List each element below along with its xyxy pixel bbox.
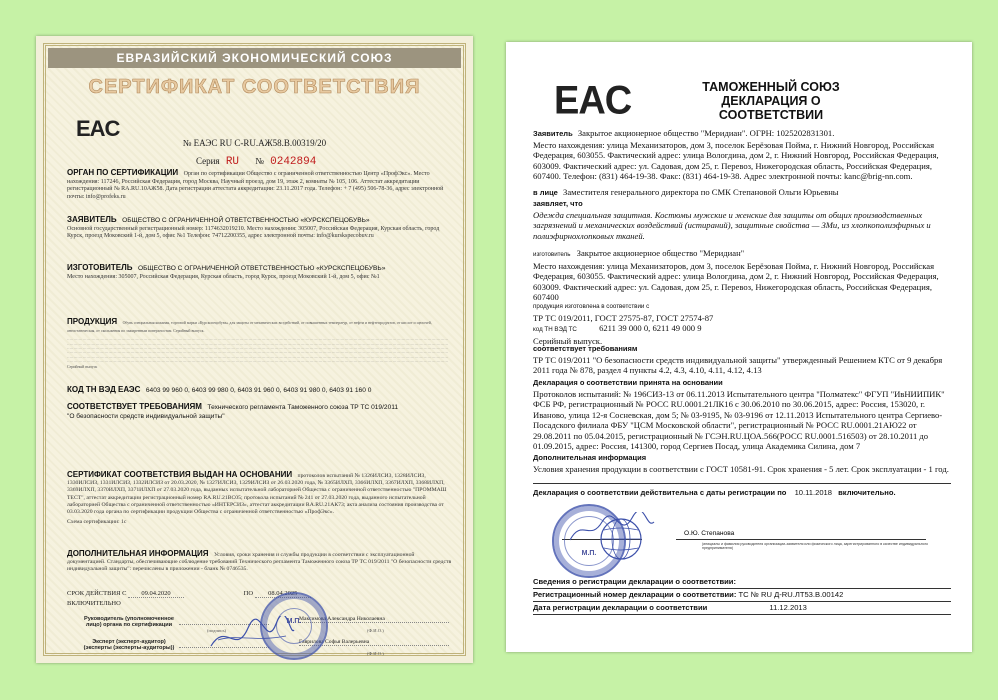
decl-signature-scribble (566, 512, 656, 548)
decl-basis-text: Протоколов испытаний: № 196СИЗ-13 от 06.11.2013 Испытательного центра "Полматекс" ФГУП "ИвНИИПИК" ФСБ РФ, регистрационный № РОСС RU.0001.21ЛК16 с 30.06.2010 по 30.06.2015, адрес: Россия, 153020, г. Иваново, улица 12-я Сосневская, дом 5; № 03-9195, № 03-9196 от 12.11.2013 Испытательного центра Сергиево-Посадского филиала ФБУ "ЦСМ Московской области", регистрационный № РОСС RU.0001.21АЮ22 от 29.08.2011 по 05.04.2015, регистрационный № ГСЭН.RU.ЦОА.566(РОСС RU.0001.516503) от 28.10.2011 до 01.09.2015, адрес: Россия, 141300, город Сергиев Посад, улица Академика Силина, дом 7 (533, 388, 945, 451)
declaration-title-line-1: ТАМОЖЕННЫЙ СОЮЗ (702, 80, 840, 94)
expert-label: Эксперт (эксперт-аудитор) (эксперты (эксперты-аудиторы)) (83, 639, 175, 651)
organ-text: Орган по сертификации Общество с ограниченной ответственностью Центр «ПрофЭкс». Место нахождения: 117246, Российская Федерация, город Москва, Научный проезд, дом 19, этаж 2, комнаты № 105, 106. Аттестат аккредитации регистрационный № RA.RU.10АЖ58. Дата регистрации аттестата аккредитации: 23.11.2017 года. Телефон: + 7 (495) 506-78-36, адрес электронной почты: info@profeks.ru (67, 171, 444, 200)
series-line (196, 156, 316, 168)
expert-name: Гаврилова Софья Валерьевна (299, 639, 449, 646)
scheme: Схема сертификации: 1с (67, 519, 127, 526)
decl-divider-3 (533, 601, 951, 602)
applicant-text: Основной государственный регистрационный номер: 1174632019210. Место нахождения: 305007, Российская Федерация, Курская область, город Курск, проезд Моковский 1-й, дом 5, офис №1 Телефон: 74712200355, адрес электронной почты: info@kurskspecobuv.ru (67, 225, 440, 240)
decl-applicant-label: Заявитель (533, 129, 573, 138)
validity-row (67, 590, 457, 607)
decl-produced-label: продукция изготовлена в соответствии с (533, 303, 650, 310)
decl-tnved-label: код ТН ВЭД ТС (533, 326, 577, 333)
batch-caption: Серийный выпуск (67, 364, 98, 369)
decl-valid-suffix: включительно. (838, 488, 896, 497)
decl-divider-1 (533, 483, 951, 484)
declaration-document (506, 42, 972, 652)
decl-declares-section (533, 199, 951, 241)
decl-reg-date-label: Дата регистрации декларации о соответствии (533, 603, 708, 612)
decl-validity-row (533, 488, 951, 499)
decl-signer-caption: (инициалы и фамилия руководителя организации-заявителя или физического лица, зарегистрированного в качестве индивидуального предпринимателя) (702, 542, 928, 551)
decl-addinfo-label: Дополнительная информация (533, 453, 647, 462)
validity-to-label: ПО (243, 590, 254, 597)
basis-label: СЕРТИФИКАТ СООТВЕТСТВИЯ ВЫДАН НА ОСНОВАНИИ (67, 470, 293, 479)
validity-to: 08.04.2025 (255, 590, 311, 598)
tnved-section (67, 386, 453, 396)
union-banner: ЕВРАЗИЙСКИЙ ЭКОНОМИЧЕСКИЙ СОЮЗ (48, 48, 461, 68)
decl-reg-date-row (533, 603, 951, 614)
decl-addinfo-text: Условия хранения продукции в соответствии с ГОСТ 10581-91. Срок хранения - 5 лет. Срок эксплуатации - 1 год. (533, 463, 949, 474)
certificate-stamp-mp: М.П. (286, 618, 302, 625)
requirements-section (67, 403, 453, 421)
series-label: Серия (196, 156, 220, 166)
requirements-label: СООТВЕТСТВУЕТ ТРЕБОВАНИЯМ (67, 402, 202, 411)
expert-fio-caption: (Ф.И.О.) (367, 651, 384, 656)
validity-from: 09.04.2020 (128, 590, 184, 598)
decl-reg-info-label: Сведения о регистрации декларации о соответствии: (533, 577, 736, 586)
organ-label: ОРГАН ПО СЕРТИФИКАЦИИ (67, 168, 179, 177)
tnved-label: КОД ТН ВЭД ЕАЭС (67, 385, 141, 394)
certificate-signature-scribble (206, 616, 296, 656)
decl-addinfo-section (533, 453, 951, 474)
manufacturer-text: Место нахождения: 305007, Российская Федерация, Курская область, город Курск, проезд Моковский 1-й, дом 5, офис №1 (67, 273, 380, 280)
certificate-number: № ЕАЭС RU C-RU.АЖ58.В.00319/20 (182, 138, 327, 148)
basis-section (67, 471, 453, 526)
decl-basis-section (533, 378, 951, 452)
applicant-section (67, 216, 453, 241)
decl-divider-2 (533, 588, 951, 589)
series-code: RU (225, 156, 240, 168)
declaration-title-line-3: СООТВЕТСТВИИ (718, 108, 824, 122)
basis-text: протоколов испытаний № 1326ИЛСИЗ, 1328ИЛСИЗ, 1330ИЛСИЗ, 1331ИЛСИЗ, 1332ИЛСИЗ от 20.03.2020, № 1327ИЛСИЗ, 1329ИЛСИЗ от 26.03.2020 года, № 3365ИЛХП, 3366ИЛХП, 3367ИЛХП, 3368ИЛХП, 3369ИЛХП, 3370ИЛХП, 3371ИЛХП от 27.03.2020 года, выданных испытательной лабораторией Общества с ограниченной ответственностью "ПРОММАШ ТЕСТ", аттестат аккредитации регистрационный номер RA.RU.21ВС05; протокола испытаний № 241 от 27.03.2020 года, выданного испытательной лабораторией Общества с ограниченной ответственностью «ИНТЕРСИЗ», аттестат аккредитации RA.RU.21АК73; акта анализа состояния производства от 03.03.2020 года органа по сертификации продукции Общества с ограниченной ответственностью «ПрофЭкс». (67, 473, 447, 516)
manufacturer-label: ИЗГОТОВИТЕЛЬ (67, 263, 133, 272)
declaration-eac-logo: EAC (554, 78, 632, 124)
certificate-title: СЕРТИФИКАТ СООТВЕТСТВИЯ (88, 76, 421, 98)
head-fio-caption: (Ф.И.О.) (367, 628, 384, 633)
decl-reg-date: 11.12.2013 (769, 603, 807, 612)
decl-person-text: Заместителя генерального директора по СМК Степановой Ольги Юрьевны (563, 187, 839, 197)
decl-maker-addr: Место нахождения: улица Механизаторов, дом 3, поселок Берёзовая Пойма, г. Нижний Новгород, Российская Федерация, 603055. Фактический адрес: улица Вологдина, дом 2, г. Нижний Новгород, Российская Федерация, 603009. Фактический адрес: ул. Садовая, дом 25, г. Перевоз, Нижегородская область, Российская Федерация, 607400 (533, 260, 939, 302)
addinfo-label: ДОПОЛНИТЕЛЬНАЯ ИНФОРМАЦИЯ (67, 549, 209, 558)
decl-conforms-section (533, 344, 951, 376)
decl-stamp-mp: М.П. (581, 550, 597, 557)
decl-conforms-label: соответствует требованиям (533, 344, 638, 353)
decl-valid-date: 10.11.2018 (794, 488, 833, 497)
organ-section (67, 169, 453, 201)
decl-signer-name: О.Ю. Степанова (684, 530, 735, 537)
decl-declares-label: заявляет, что (533, 199, 583, 208)
series-no-sign: № (255, 156, 264, 166)
requirements-text: Технического регламента Таможенного союза ТР ТС 019/2011 (207, 404, 399, 411)
decl-produced-section (533, 302, 951, 346)
applicant-label: ЗАЯВИТЕЛЬ (67, 215, 117, 224)
decl-reg-number: ТС № RU Д-RU.ЛТ53.В.00142 (738, 590, 844, 599)
declaration-title-line-2: ДЕКЛАРАЦИЯ О (721, 94, 821, 108)
decl-applicant-text: Закрытое акционерное общество "Меридиан". ОГРН: 1025202831301. (577, 128, 835, 138)
validity-label: СРОК ДЕЙСТВИЯ С (67, 590, 127, 597)
decl-produced-text: ТР ТС 019/2011, ГОСТ 27575-87, ГОСТ 27574-87 (533, 312, 714, 323)
decl-person-section (533, 187, 951, 199)
declaration-title (636, 80, 906, 122)
product-section (67, 318, 453, 370)
manufacturer-section (67, 264, 453, 281)
series-number: 0242894 (270, 156, 317, 168)
decl-valid-label: Декларация о соответствии действительна с даты регистрации по (533, 488, 787, 497)
decl-signer-line (676, 539, 926, 540)
decl-reg-number-row (533, 590, 951, 601)
decl-maker-section (533, 248, 951, 303)
validity-inclusive: ВКЛЮЧИТЕЛЬНО (67, 600, 121, 607)
requirements-text-2: "О безопасности средств индивидуальной защиты" (67, 412, 225, 420)
decl-declares-text: Одежда специальная защитная. Костюмы мужские и женские для защиты от общих производственных загрязнений и механических воздействий (истираний), защитные свойства — ЗМи, из хлопкополиэфирных и полиэфирнохлопковых тканей. (533, 209, 931, 241)
decl-tnved-text: 6211 39 000 0, 6211 49 000 9 (599, 323, 702, 333)
decl-maker-label: изготовитель (533, 251, 571, 258)
decl-divider-4 (533, 614, 951, 615)
decl-serial: Серийный выпуск. (533, 335, 603, 346)
decl-reg-number-label: Регистрационный номер декларации о соответствии: (533, 590, 737, 599)
manufacturer-name: ОБЩЕСТВО С ОГРАНИЧЕННОЙ ОТВЕТСТВЕННОСТЬЮ «КУРСКСПЕЦОБУВЬ» (137, 265, 386, 272)
head-label: Руководитель (уполномоченное лицо) органа по сертификации (84, 616, 174, 628)
tnved-codes: 6403 99 960 0, 6403 99 980 0, 6403 91 960 0, 6403 91 980 0, 6403 91 160 0 (145, 387, 372, 394)
applicant-name: ОБЩЕСТВО С ОГРАНИЧЕННОЙ ОТВЕТСТВЕННОСТЬЮ «КУРСКСПЕЦОБУВЬ» (122, 217, 370, 224)
head-sign-caption: (подпись) (207, 628, 227, 633)
addinfo-section (67, 550, 453, 574)
certificate-document (36, 36, 473, 663)
head-name: Максимова Александра Николаевна (299, 616, 449, 623)
decl-applicant-addr: Место нахождения: улица Механизаторов, дом 3, поселок Берёзовая Пойма, г. Нижний Новгород, Российская Федерация, 603055. Фактический адрес: улица Вологдина, дом 2, г. Нижний Новгород, Российская Федерация, 603009. Фактический адрес: ул. Садовая, дом 25, г. Перевоз, Нижегородская область, Российская Федерация, 607400. Телефон: (831) 464-19-38. Факс: (831) 464-19-38. Адрес электронной почты: kanc@brig-nn.com. (533, 139, 939, 181)
product-label: ПРОДУКЦИЯ (67, 317, 118, 326)
decl-person-label: в лице (533, 188, 558, 197)
product-fine-print: …………………………………………………………………………………………………………………………………………………………………………………………………………………………………………………………………… …………………………………………………………………………………………………………………………………………………………………………………………………………………………………………………………………… …………………………………………………………………………………………………………………………………………………………………………………………………………………………………………………………………… …………………………………………………………………………………………………………………………………………………………………………………………………………………………………………………………………… …………………………………………………………………………………………………………………………………………………………………………………………………………………………………………………………………… …………………………………………………………………………………………………………………………………………………………………………………………………………………………………………………………………… (67, 337, 449, 364)
eac-logo: EAC (76, 116, 120, 141)
product-text: Обувь специальная кожаная, торговой марки «Курскспецобувь» для защиты от механических воздействий, от повышенных температур, от нефти и нефтепродуктов, от кислот и щелочей, антистатическая, от скольжения по зажиренным поверхностям. Серийный выпуск. (67, 321, 432, 333)
addinfo-text: Условия, сроки хранения и службы продукции в соответствии с эксплуатационной документацией. Стандарты, обеспечивающие соблюдение требований Технического регламента Таможенного союза ТР ТС 019/2011 "О безопасности средств индивидуальной защиты": перечислены в приложении - бланк № 0746535. (67, 552, 452, 573)
decl-maker-text: Закрытое акционерное общество "Меридиан" (576, 248, 745, 258)
decl-basis-label: Декларация о соответствии принята на основании (533, 378, 723, 387)
decl-conforms-text: ТР ТС 019/2011 "О безопасности средств индивидуальной защиты" утвержденный Решением КТС от 9 декабря 2011 года № 878, раздел 4 пункты 4.2, 4.3, 4.10, 4.11, 4.12, 4.13 (533, 354, 943, 375)
decl-applicant-section (533, 128, 951, 182)
